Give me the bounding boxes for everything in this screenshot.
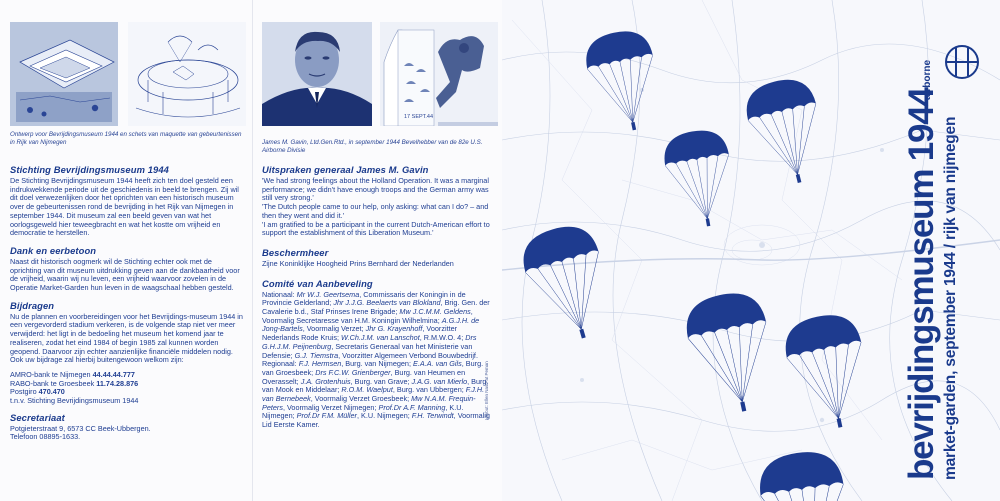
comite-text-segment: , Burg. van Grave; [350, 376, 412, 386]
heading-dank: Dank en eerbetoon [10, 244, 97, 256]
comite-member-name: Prof.Dr F.M. Müller [296, 411, 357, 421]
gavin-quote-3: 'I am gratified to be a participant in the current Dutch-American effort to support the establishment of this Liberation Museum.' [262, 219, 490, 238]
parachute-4 [516, 219, 620, 349]
comite-member-name: Drs G.H.J.M. Peijnenburg [262, 333, 477, 351]
comite-text-segment: , Burg. van Heumen en Overasselt; [262, 367, 466, 386]
comite-member-name: Mr W.J. Geertsema [296, 289, 360, 299]
section-dank [10, 245, 244, 293]
postgiro-label: Postgiro [10, 387, 37, 397]
section-bijdragen [10, 300, 244, 365]
image-caption-left: Ontwerp voor Bevrijdingsmuseum 1944 en schets van maquette van gebeurtenissen in Rijk van Nijmegen [10, 131, 242, 146]
amro-label: AMRO-bank te Nijmegen [10, 369, 91, 379]
section-stichting [10, 164, 244, 238]
comite-member-name: G.J. Tiemstra [294, 350, 339, 360]
text-bijdragen: Nu de plannen en voorbereidingen voor het Bevrijdings-museum 1944 in een vergevorderd stadium verkeren, is de volgende stap niet ver meer verwijderd: het ligt in de bedoeling het museum het komend jaar te realiseren, zodat het eind 1984 of begin 1985 zal kunnen worden geopend. Daarvoor zijn echter aanzienlijke financiële middelen nodig. Ook uw bijdrage zal hierbij buitengewoon welkom zijn: [10, 311, 243, 365]
comite-member-name: E.A.A. van Gils [413, 359, 462, 369]
comite-text-segment: , R.M.W.O. 4; [419, 333, 466, 343]
col2-text [262, 164, 494, 437]
airborne-logo [920, 22, 980, 117]
heading-stichting: Stichting Bevrijdingsmuseum 1944 [10, 164, 169, 175]
rabo-label: RABO-bank te Groesbeek [10, 378, 95, 388]
postgiro-number: 470.470 [38, 387, 65, 397]
parachute-7 [755, 447, 855, 501]
section-beschermheer [262, 247, 494, 269]
parachute-3 [660, 126, 740, 232]
heading-gavin: Uitspraken generaal James M. Gavin [262, 164, 429, 175]
comite-member-name: F.H. Terwindt [411, 411, 454, 421]
comite-member-name: R.O.M. Waelput [341, 385, 393, 395]
statue-date-label: 17 SEPT.44 [404, 114, 434, 120]
secretariaat-address: Potgieterstraat 9, 6573 CC Beek-Ubbergen. [10, 423, 151, 433]
heading-secretariaat: Secretariaat [10, 411, 65, 423]
comite-text-segment: , Burg. van Mook en Middelaar; [262, 376, 489, 395]
text-beschermheer: Zijne Koninklijke Hoogheid Prins Bernhard der Nederlanden [262, 258, 454, 268]
comite-text-segment: , Voormalig Verzet; [302, 324, 366, 334]
comite-member-name: Jhr J.J.G. Beelaerts van Blokland [333, 298, 441, 308]
comite-text-segment: , Burg. van Groesbeek; [262, 359, 484, 377]
layout-credit: Layout: Ellen Nas/Pat Peman [484, 361, 489, 420]
column-middle [252, 0, 503, 501]
gavin-quote-2: 'The Dutch people came to our help, only asking: what can I do? – and then they went and did it.' [262, 202, 489, 220]
text-stichting: De Stichting Bevrijdingsmuseum 1944 heeft zich ten doel gesteld een indrukwekkende periode uit de geschiedenis in beeld te brengen. Zij wil dit doel verwezenlijken door het oprichten van een historisch museum over de gebeurtenissen rond de bevrijding in het Rijk van Nijmegen in september 1944. Dit museum zal een beeld geven van wat het oorlogsgeweld hier teweegbracht en wat het kostte om vrijheid en democratie te herstellen. [10, 176, 239, 238]
column-left [0, 0, 253, 501]
comite-text-segment: , Voormalig Verzet Groesbeek; [310, 394, 412, 404]
comite-member-name: Jhr G. Krayenhoff [365, 324, 423, 334]
comite-member-name: A.G.J.H. de Jong-Bartels [262, 315, 480, 334]
parachute-5 [681, 287, 784, 420]
comite-member-name: F.J. Hermsen [298, 359, 342, 369]
comite-text-segment: , K.U. Nijmegen; [356, 411, 412, 421]
col1-text [10, 164, 244, 449]
comite-member-name: Mw N.A.M. Frequin-Peters [262, 394, 476, 412]
section-secretariaat [10, 412, 244, 442]
heading-bijdragen: Bijdragen [10, 299, 55, 311]
comite-text-segment: Nationaal: [262, 289, 297, 299]
heading-comite: Comité van Aanbeveling [262, 277, 373, 289]
text-dank: Naast dit historisch oogmerk wil de Stichting echter ook met de oprichting van dit museum uitdrukking geven aan de dankbaarheid voor de vrijheid, waarin wij nu leven, een vrijheid waarvoor zovelen in de Operatie Market-Garden hun leven in de waagschaal hebben gesteld. [10, 256, 240, 293]
gavin-portrait-image [262, 22, 372, 126]
comite-text-segment: , Burg. van Ubbergen; [392, 385, 466, 395]
section-gavin [262, 164, 494, 238]
comite-text-segment: , Secretaris Generaal van het Ministerie van Defensie; [262, 341, 473, 360]
comite-member-name: W.Ch.J.M. van Lanschot [341, 333, 420, 343]
airborne-logo-text: airborne [922, 59, 933, 100]
comite-text-segment: , Brig. Gen. der Cavalerie b.d., Staf Prinses Irene Brigade; [262, 298, 490, 317]
comite-text-segment: , K.U. Nijmegen; [262, 402, 464, 421]
maquette-sketch-image [128, 22, 246, 126]
comite-member-name: J.A. Grotenhuis [300, 376, 351, 386]
comite-text-segment: , Commissaris der Koningin in de Provincie Gelderland; [262, 289, 466, 308]
bank-tnv: t.n.v. Stichting Bevrijdingsmuseum 1944 [10, 396, 139, 406]
comite-text-segment: , Voormalig Lid Eerste Kamer. [262, 411, 490, 430]
comite-text-segment: , Voorzitter Algemeen Verbond Bouwbedrijf. Regionaal: [262, 350, 478, 369]
statue-image [380, 22, 498, 126]
parachute-2 [741, 73, 834, 191]
cover-title: bevrijdingsmuseum 1944 [902, 88, 941, 480]
text-comite [262, 291, 494, 430]
amro-number: 44.44.44.777 [92, 369, 135, 379]
comite-text-segment: , Voorzitter Nederlands Rode Kruis; [262, 324, 458, 343]
image-caption-middle: James M. Gavin, Ltd.Gen.Rtd., in september 1944 Bevelhebber van de 82e U.S. Airborne Divisie [262, 139, 483, 154]
comite-member-name: Prof.Dr A.F. Manning [378, 402, 446, 412]
comite-member-name: Mw J.C.M.M. Geldens [399, 307, 471, 317]
parachute-6 [780, 309, 878, 435]
gavin-quote-1: 'We had strong feelings about the Holland Operation. It was a marginal performance; we didn't have enough troops and the German army was still very strong.' [262, 176, 489, 203]
comite-text-segment: , Burg. van Nijmegen; [341, 359, 413, 369]
cover-subtitle: market-garden, september 1944 / rijk van nijmegen [942, 116, 959, 480]
section-comite [262, 278, 494, 430]
comite-member-name: F.J.H. van Bernebeek [262, 385, 485, 404]
secretariaat-phone: Telefoon 08895-1633. [10, 432, 81, 442]
comite-text-segment: , Voormalig Secretaresse van H.M. Koningin Wilhelmina; [262, 307, 473, 325]
parachute-1 [581, 26, 667, 137]
heading-beschermheer: Beschermheer [262, 246, 329, 258]
rabo-number: 11.74.28.876 [96, 378, 139, 388]
bank-details [10, 371, 244, 406]
comite-member-name: J.A.G. van Mierlo [411, 376, 468, 386]
museum-design-image [10, 22, 118, 126]
comite-text-segment: , Voormalig Verzet Nijmegen; [282, 402, 379, 412]
comite-member-name: Drs F.C.W. Grienberger [315, 367, 391, 377]
